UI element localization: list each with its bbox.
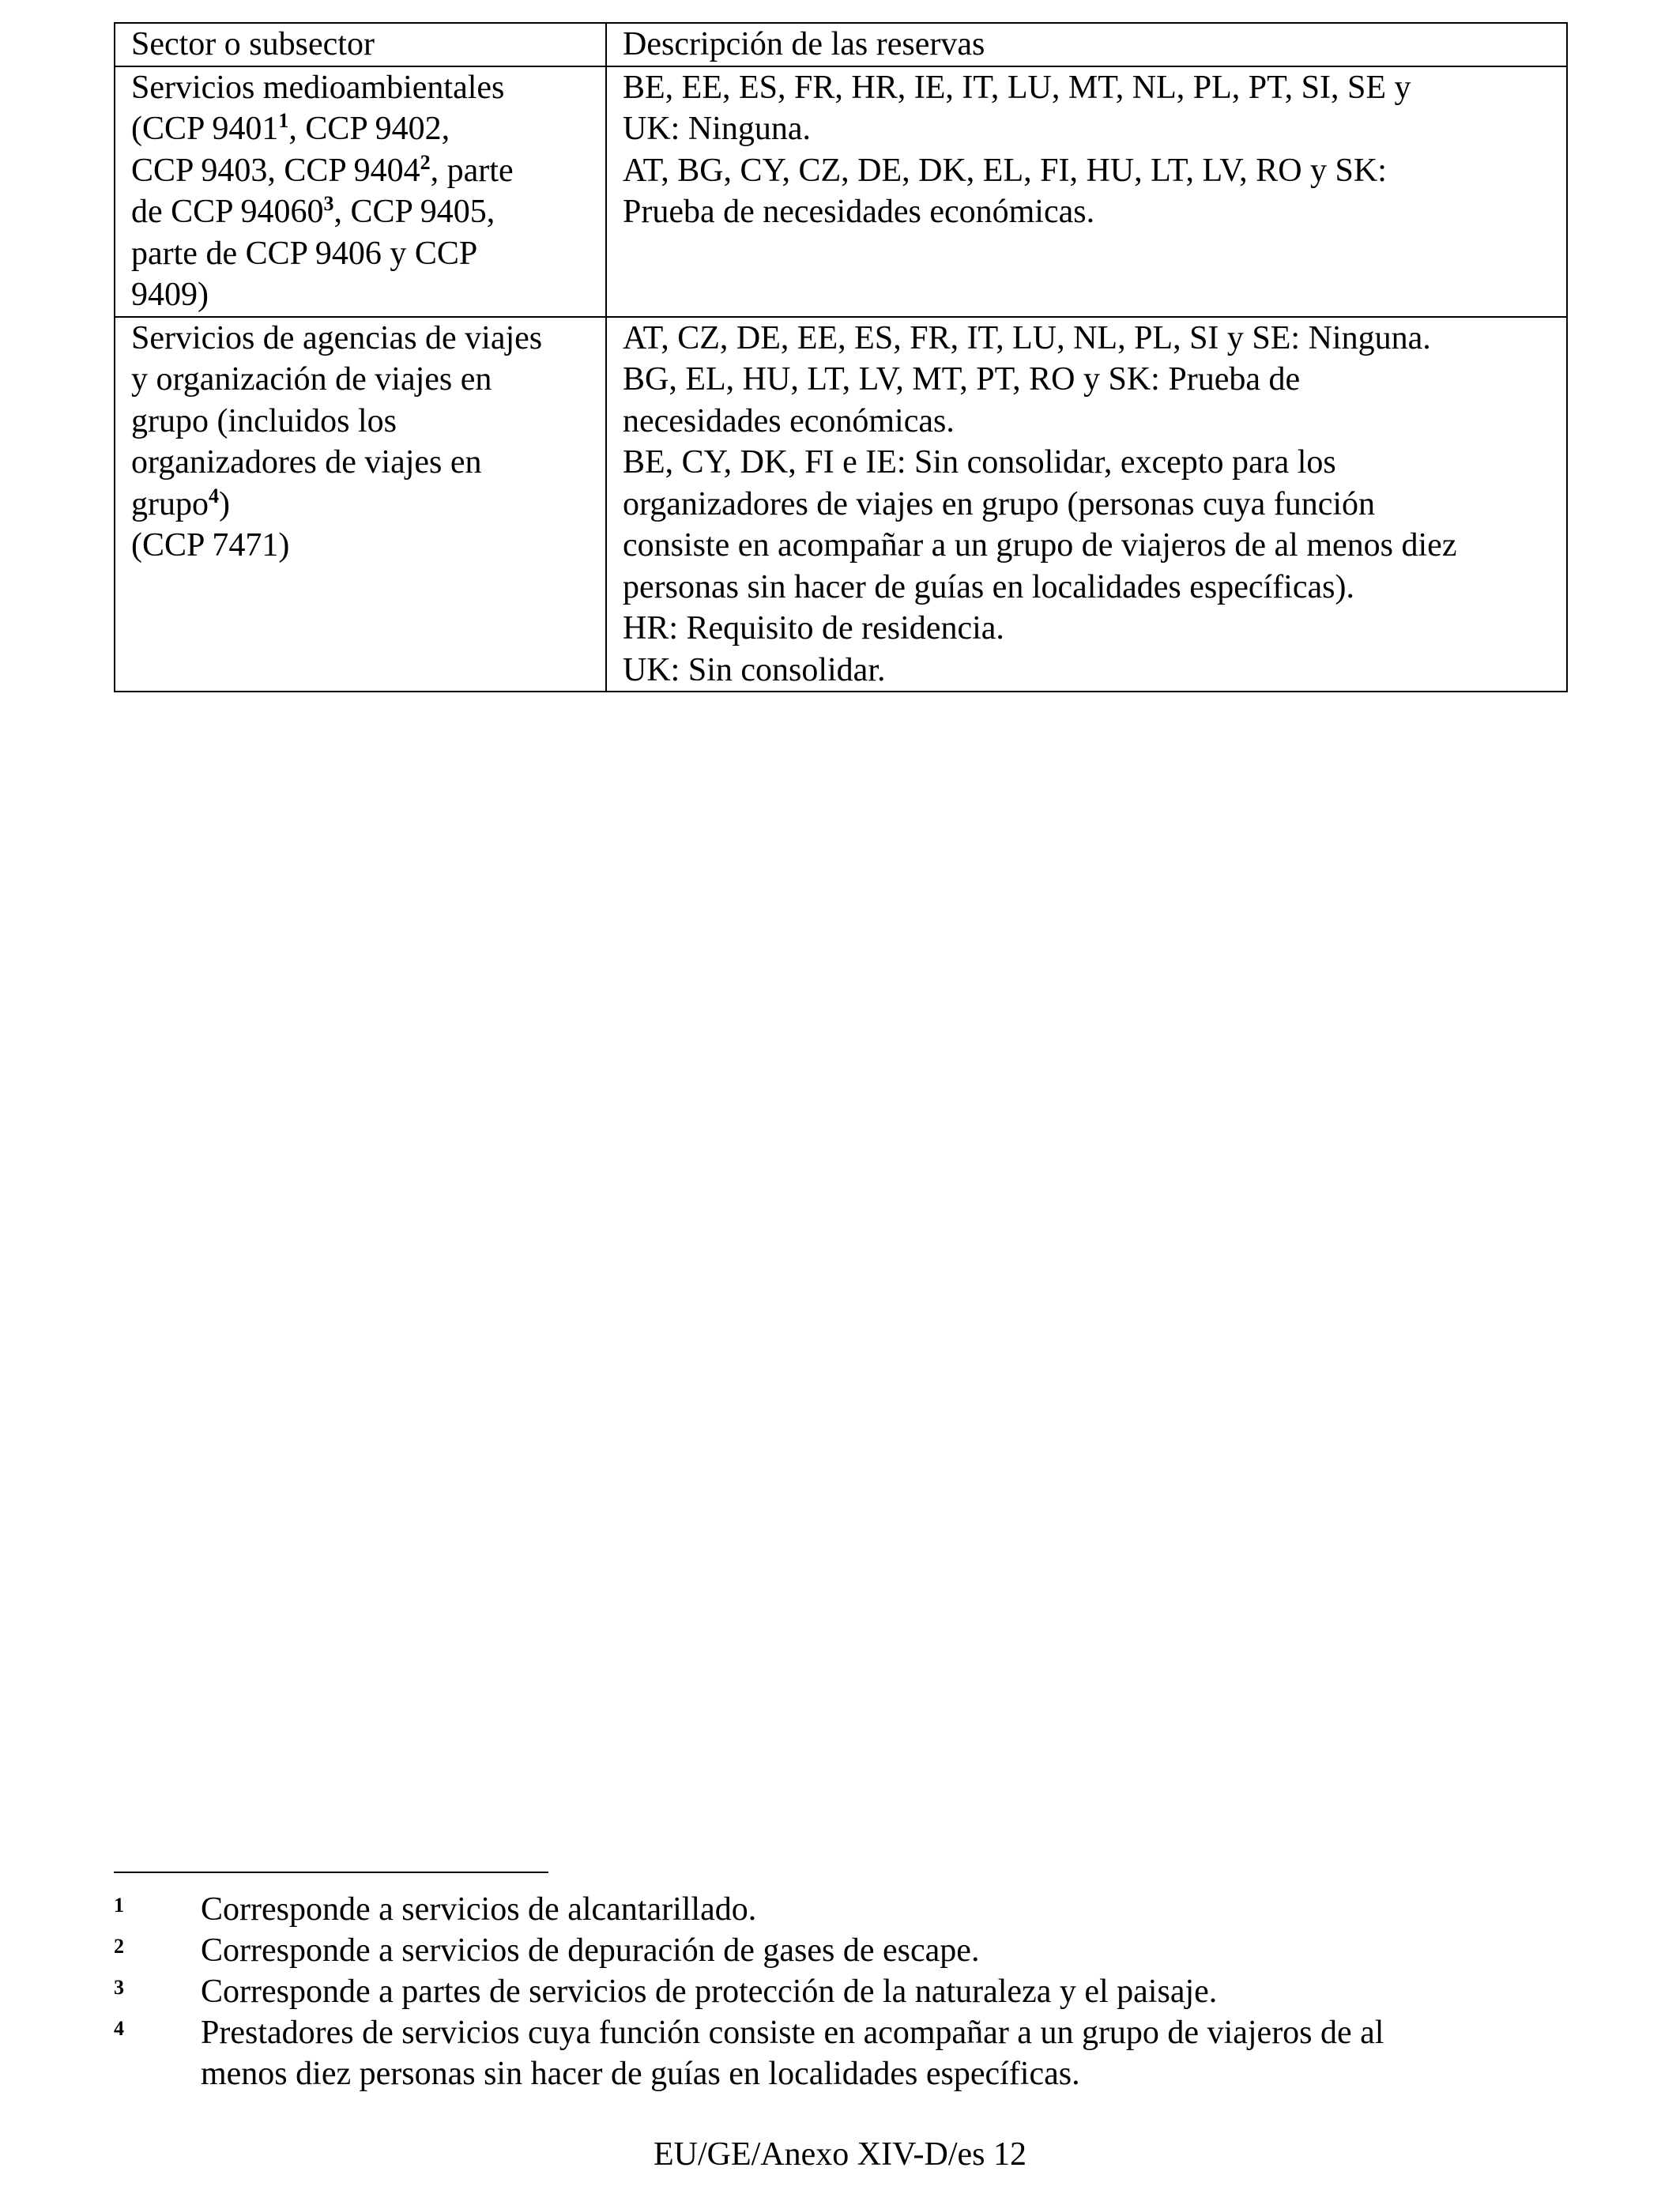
footnote-line: menos diez personas sin hacer de guías en localidades específicas. [201,2056,1080,2092]
sector-text: de CCP 94060 [131,194,324,230]
sector-text: , CCP 9405, [333,194,495,230]
description-line: consiste en acompañar a un grupo de viajeros de al menos diez [623,527,1457,564]
footnote-text: Corresponde a servicios de depuración de gases de escape. [201,1932,980,1969]
description-line: UK: Ninguna. [623,111,811,147]
description-line: necesidades económicas. [623,402,955,439]
sector-line: organizadores de viajes en [131,444,482,481]
footnote-text: Corresponde a partes de servicios de protección de la naturaleza y el paisaje. [201,1973,1218,2010]
description-line: Prueba de necesidades económicas. [623,194,1095,230]
footnote-number: 2 [114,1935,124,1958]
sector-line [131,484,590,526]
description-line: UK: Sin consolidar. [623,651,886,688]
footnotes [114,1889,1568,2094]
sector-line: Servicios medioambientales [131,69,505,106]
description-line: personas sin hacer de guías en localidades específicas). [623,568,1354,605]
sector-text: CCP 9403, CCP 9404 [131,152,420,189]
description-line: HR: Requisito de residencia. [623,610,1004,647]
sector-text: (CCP 9401 [131,111,279,147]
sector-text: grupo [131,485,209,522]
sector-line [131,108,590,150]
description-line: BE, CY, DK, FI e IE: Sin consolidar, excepto para los [623,444,1336,481]
sector-cell [115,66,606,317]
description-cell [606,66,1567,317]
description-line: BG, EL, HU, LT, LV, MT, PT, RO y SK: Prueba de [623,361,1301,398]
description-line: AT, BG, CY, CZ, DE, DK, EL, FI, HU, LT, LV, RO y SK: [623,152,1387,189]
table-row [115,66,1567,317]
footnote-item [114,1930,1568,1971]
header-sector: Sector o subsector [115,23,606,66]
footnote-number: 3 [114,1976,124,1999]
sector-line: Servicios de agencias de viajes [131,319,543,356]
table-row [115,317,1567,692]
sector-text: ) [219,485,230,522]
footnote-separator [114,1872,548,1873]
footnote-number: 4 [114,2017,124,2040]
header-description: Descripción de las reservas [606,23,1567,66]
sector-text: , CCP 9402, [288,111,450,147]
sector-line [131,150,590,192]
sector-line [131,191,590,233]
sector-line: 9409) [131,277,209,313]
footnote-line: Prestadores de servicios cuya función consiste en acompañar a un grupo de viajeros de al [201,2015,1384,2051]
sector-line: grupo (incluidos los [131,402,397,439]
footnote-text: Corresponde a servicios de alcantarillado. [201,1891,757,1928]
sector-line: parte de CCP 9406 y CCP [131,235,478,272]
footnote-ref: 2 [420,150,431,174]
footnote-text [201,2012,1568,2094]
table-header-row [115,23,1567,66]
footnote-item [114,2012,1568,2094]
footnote-ref: 1 [278,109,289,132]
description-line: AT, CZ, DE, EE, ES, FR, IT, LU, NL, PL, SI y SE: Ninguna. [623,319,1431,356]
reservations-table [114,22,1568,692]
footnote-ref: 4 [209,484,219,507]
description-line: BE, EE, ES, FR, HR, IE, IT, LU, MT, NL, PL, PT, SI, SE y [623,69,1411,106]
footnote-item [114,1971,1568,2012]
sector-cell [115,317,606,692]
description-line: organizadores de viajes en grupo (personas cuya función [623,485,1376,522]
sector-line: y organización de viajes en [131,361,492,398]
footnote-number: 1 [114,1894,124,1917]
page-footer: EU/GE/Anexo XIV-D/es 12 [653,2136,1027,2173]
footnote-item [114,1889,1568,1930]
description-cell [606,317,1567,692]
sector-line: (CCP 7471) [131,527,290,564]
footnote-ref: 3 [323,192,334,215]
sector-text: , parte [430,152,514,189]
